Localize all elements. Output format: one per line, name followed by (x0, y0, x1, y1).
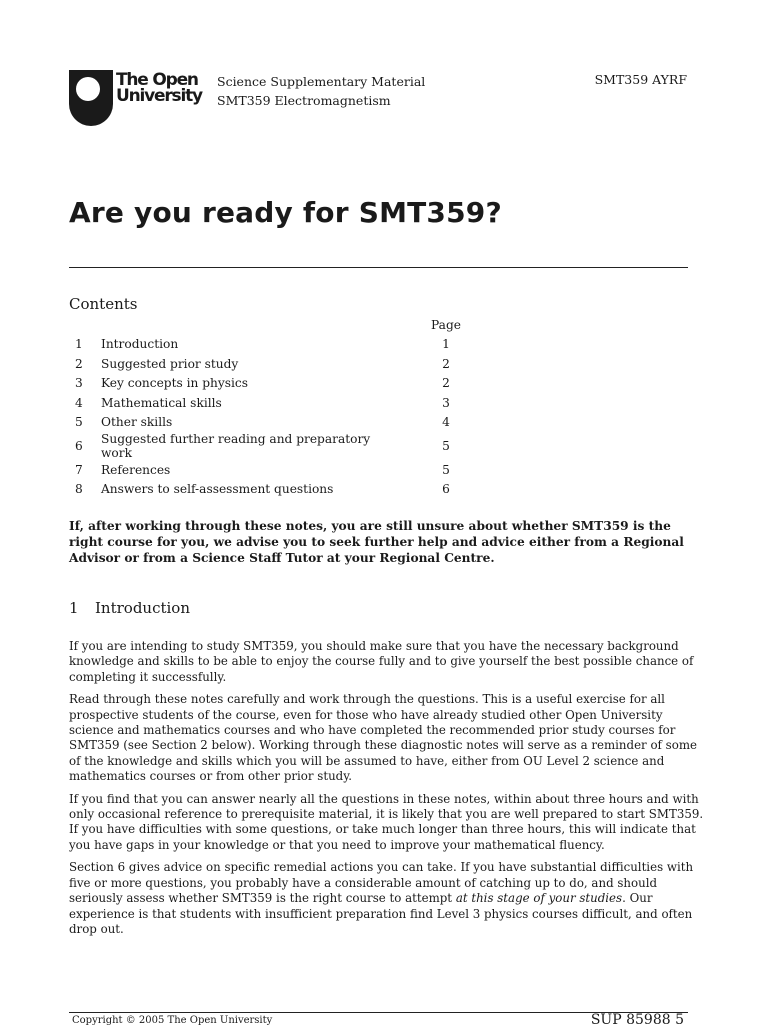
contents-row (69, 460, 501, 480)
header-line-2: SMT359 Electromagnetism (217, 93, 391, 108)
header-course-code: SMT359 AYRF (594, 72, 687, 87)
contents-row (69, 432, 501, 460)
section-number: 1 (69, 599, 79, 617)
contents-header-row (69, 315, 501, 335)
contents-item-page: 2 (442, 376, 450, 391)
section-title: Introduction (95, 599, 190, 617)
contents-row (69, 374, 501, 394)
contents-item-label: Suggested prior study (101, 356, 239, 371)
body-paragraph-4 (69, 860, 709, 937)
contents-item-number: 1 (75, 337, 83, 352)
contents-item-page: 5 (442, 462, 450, 477)
contents-item-page: 6 (442, 482, 450, 497)
shield-logo-icon (69, 70, 113, 128)
footer-code: SUP 85988 5 (590, 1012, 684, 1028)
logo-line-1: The Open (116, 70, 198, 90)
title-divider (69, 267, 688, 268)
paragraph-4-text-b: . Our experience is that students with insufficient preparation find Level 3 physics courses difficult, and often drop out. (69, 891, 693, 936)
contents-item-label: Key concepts in physics (101, 376, 249, 391)
contents-item-page: 4 (442, 415, 450, 430)
contents-item-number: 7 (75, 462, 83, 477)
contents-row (69, 335, 501, 355)
page-title: Are you ready for SMT359? (69, 196, 502, 229)
contents-item-page: 5 (442, 439, 450, 453)
contents-item-number: 3 (75, 376, 83, 391)
contents-item-number: 8 (75, 482, 83, 497)
contents-item-page: 1 (442, 337, 450, 352)
advice-paragraph: If, after working through these notes, you are still unsure about whether SMT359 is the right course for you, we advise you to seek further help and advice either from a Regional Advisor or from a Science Staff Tutor at your Regional Centre. (69, 519, 684, 565)
contents-item-label: Introduction (101, 337, 179, 352)
contents-item-page: 3 (442, 395, 450, 410)
contents-item-label: Answers to self-assessment questions (101, 482, 334, 497)
contents-item-page: 2 (442, 356, 450, 371)
section-1-heading (69, 599, 190, 617)
paragraph-4-emphasis: at this stage of your studies (455, 891, 623, 906)
logo-line-2: University (116, 86, 202, 106)
contents-item-label: References (101, 462, 171, 477)
section-1-body (69, 639, 709, 944)
contents-item-number: 4 (75, 395, 83, 410)
contents-row (69, 413, 501, 433)
contents-item-label: Suggested further reading and preparatory work (101, 432, 371, 460)
contents-table (69, 315, 501, 499)
contents-item-label: Mathematical skills (101, 395, 222, 410)
body-paragraph-1: If you are intending to study SMT359, you should make sure that you have the necessary background knowledge and skills to be able to enjoy the course fully and to give yourself the best possible chance of completing it successfully. (69, 639, 694, 684)
contents-item-number: 5 (75, 415, 83, 430)
contents-item-number: 6 (75, 439, 83, 453)
contents-row (69, 480, 501, 500)
page-column-header: Page (431, 317, 461, 332)
open-university-logo (69, 70, 204, 128)
contents-item-label: Other skills (101, 415, 173, 430)
header-subtitle (217, 72, 425, 110)
logo-wordmark (116, 72, 202, 104)
contents-heading: Contents (69, 295, 138, 313)
paragraph-4-text-a: Section 6 gives advice on specific remedial actions you can take. If you have substantial difficulties with five or more questions, you probably have a considerable amount of catching up to do, and should seriously assess whether SMT359 is the right course to attempt (69, 860, 694, 906)
contents-row (69, 393, 501, 413)
contents-item-number: 2 (75, 356, 83, 371)
body-paragraph-3: If you find that you can answer nearly all the questions in these notes, within about three hours and with only occasional reference to prerequisite material, it is likely that you are well prepared to start SMT359. If you have difficulties with some questions, or take much longer than three hours, this will indicate that you have gaps in your knowledge or that you need to improve your mathematical fluency. (69, 791, 704, 852)
header-line-1: Science Supplementary Material (217, 74, 426, 89)
copyright-notice: Copyright © 2005 The Open University (72, 1015, 273, 1026)
body-paragraph-2: Read through these notes carefully and work through the questions. This is a useful exercise for all prospective students of the course, even for those who have already studied other Open University science and mathematics courses and who have completed the recommended prior study courses for SMT359 (see Section 2 below). Working through these diagnostic notes will serve as a reminder of some of the knowledge and skills which you will be assumed to have, either from OU Level 2 science and mathematics courses or from other prior study. (69, 692, 697, 784)
contents-row (69, 354, 501, 374)
